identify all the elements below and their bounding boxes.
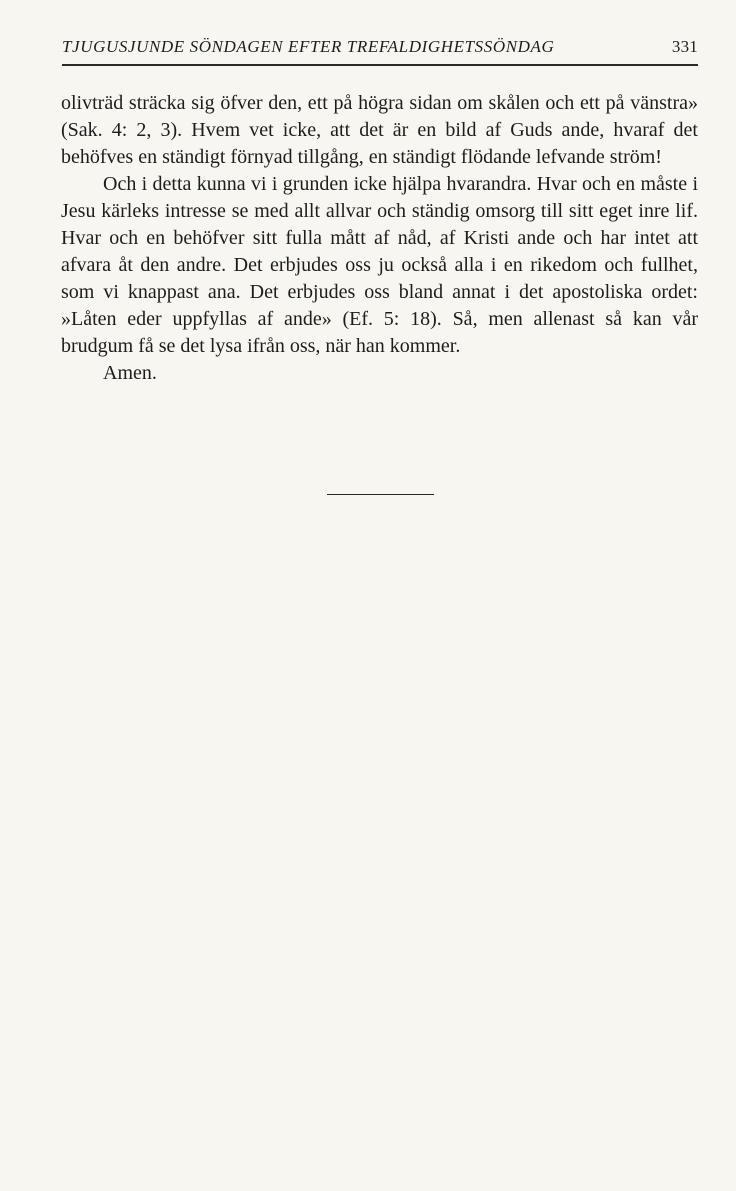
paragraph-continuation: olivträd sträcka sig öfver den, ett på högra sidan om skålen och ett på vänstra» (Sak. 4: 2, 3). Hvem vet icke, att det är en bild af Guds ande, hvaraf det behöfves en ständigt förnyad tillgång, en ständigt flödande lefvande ström! [61,92,698,168]
running-header-title: TJUGUSJUNDE SÖNDAGEN EFTER TREFALDIGHETSSÖNDAG [62,37,555,56]
body-text [61,90,698,387]
running-header [62,36,698,60]
header-rule [62,64,698,66]
paragraph: Och i detta kunna vi i grunden icke hjälpa hvarandra. Hvar och en måste i Jesu kärleks intresse se med allt allvar och ständig omsorg till sitt eget inre lif. Hvar och en behöfver sitt fulla mått af nåd, af Kristi ande och har intet att afvara åt den andre. Det erbjudes oss ju också alla i en rikedom och fullhet, som vi knappast ana. Det erbjudes oss bland annat i det apostoliska ordet: »Låten eder uppfyllas af ande» (Ef. 5: 18). Så, men allenast så kan vår brudgum få se det lysa ifrån oss, när han kommer. [61,173,698,357]
paragraph-amen: Amen. [103,362,157,384]
section-end-rule [327,494,434,495]
page-number: 331 [671,37,698,56]
